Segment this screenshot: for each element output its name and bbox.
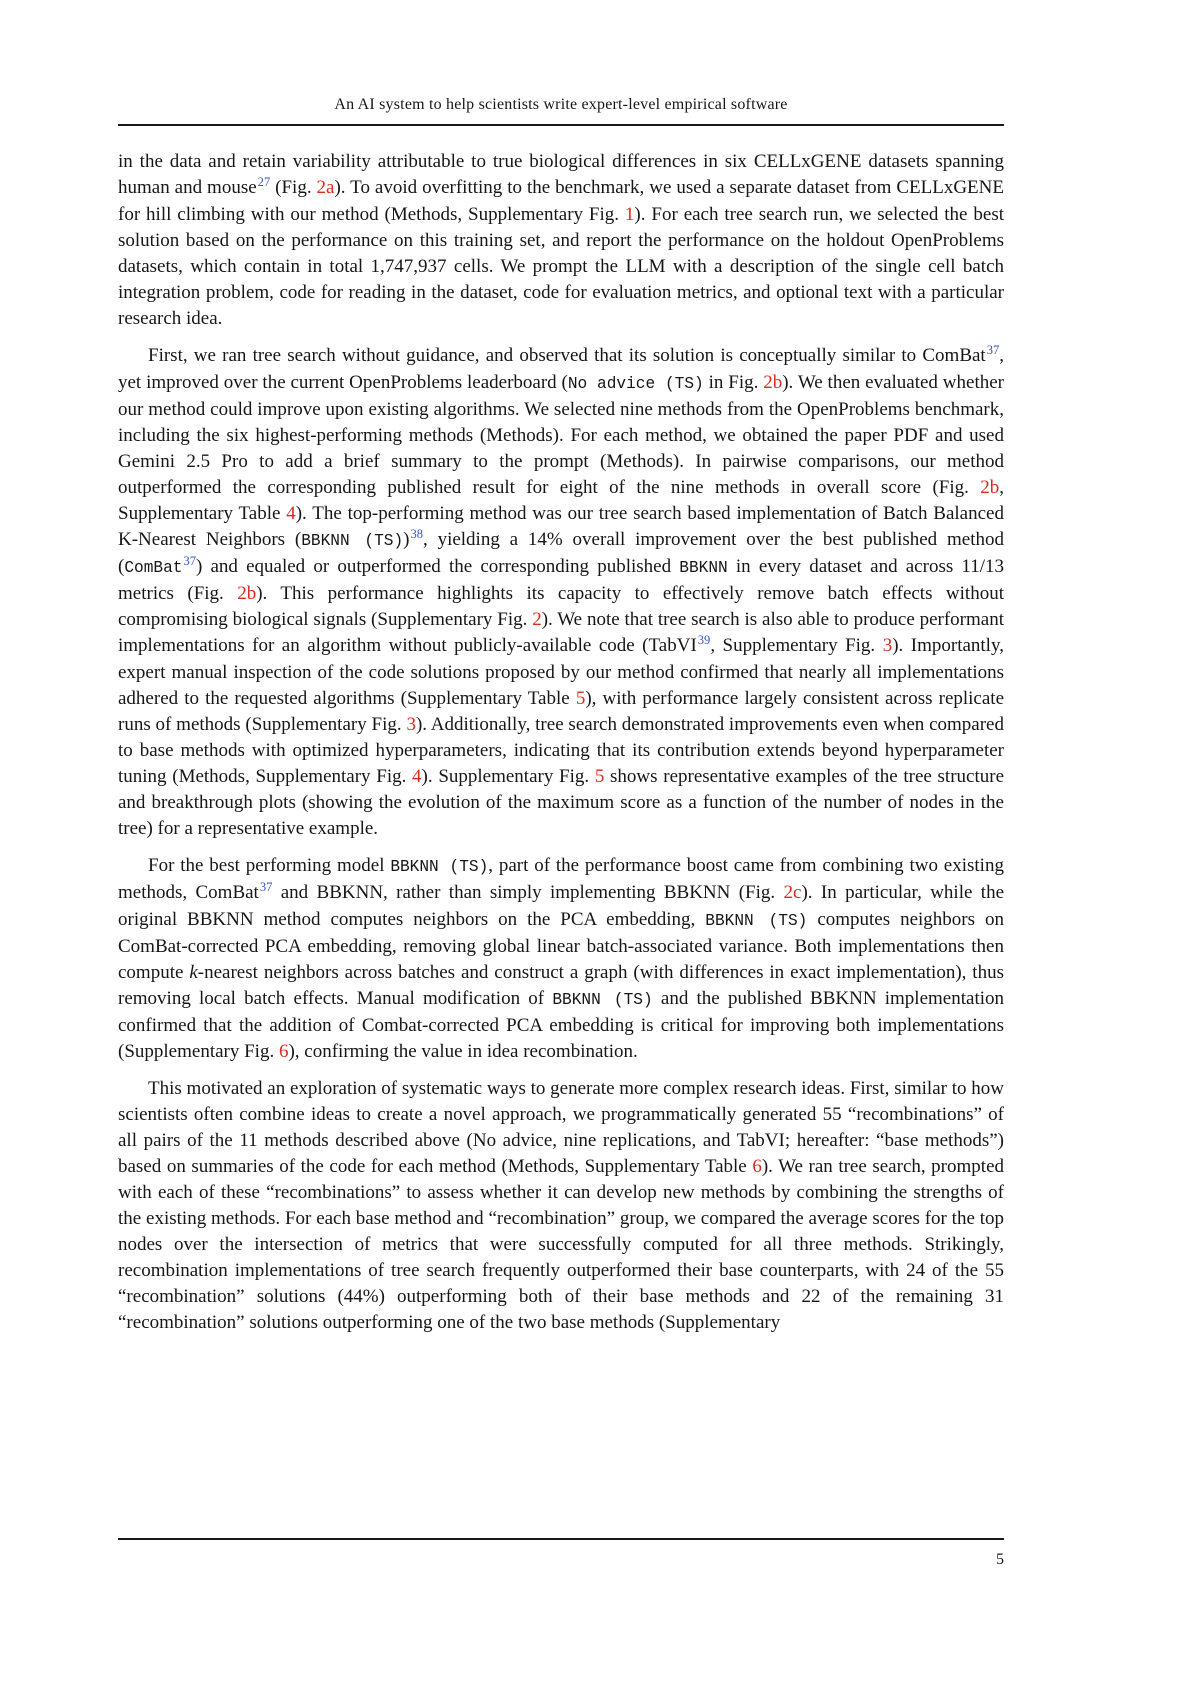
article-body [118, 149, 1004, 1336]
code-inline: BBKNN [679, 559, 728, 577]
code-inline: No advice (TS) [567, 375, 704, 393]
text-run: ). This performance highlights its capacity to effectively remove batch effects without compromising biological signals (Supplementary Fig. [118, 583, 1004, 630]
figure-ref[interactable]: 5 [594, 766, 605, 787]
figure-ref[interactable]: 1 [624, 204, 635, 225]
figure-ref[interactable]: 2a [316, 177, 335, 198]
text-run: shows representative examples of the tree structure and breakthrough plots (showing the evolution of the maximum score as a function of the number of nodes in the tree) for a representative example. [118, 766, 1005, 839]
text-run: ) [403, 529, 410, 550]
figure-ref[interactable]: 2b [763, 372, 783, 393]
header-rule [118, 124, 1004, 126]
figure-ref[interactable]: 2 [532, 609, 542, 630]
text-run: ). We then evaluated whether our method could improve upon existing algorithms. We selected nine methods from the OpenProblems benchmark, including the six highest-performing methods (Methods). For each method, we obtained the paper PDF and used Gemini 2.5 Pro to add a brief summary to the prompt (Methods). In pairwise comparisons, our method outperformed the corresponding published result for eight of the nine methods in overall score (Fig. [118, 372, 1004, 498]
text-run: ). Supplementary Fig. [421, 766, 595, 787]
figure-ref[interactable]: 4 [412, 766, 422, 787]
citation-ref[interactable]: 37 [183, 554, 196, 569]
text-run: , Supplementary Table [118, 477, 1004, 524]
text-run: , Supplementary Fig. [710, 635, 883, 656]
code-inline: BBKNN (TS) [301, 532, 404, 550]
text-run: , part of the performance boost came from combining two existing methods, ComBat [118, 855, 1004, 903]
figure-ref[interactable]: 2c [783, 882, 802, 903]
figure-ref[interactable]: 2b [980, 477, 1000, 498]
text-run: For the best performing model [148, 855, 391, 876]
text-run: ). For each tree search run, we selected the best solution based on the performance on this training set, and report the performance on the holdout OpenProblems datasets, which contain in total 1,747,937 cells. We prompt the LLM with a description of the single cell batch integration problem, code for reading in the dataset, code for evaluation metrics, and optional text with a particular research idea. [118, 204, 1004, 329]
running-header: An AI system to help scientists write expert-level empirical software [334, 96, 788, 113]
figure-ref[interactable]: 6 [752, 1156, 762, 1177]
text-run: -nearest neighbors across batches and construct a graph (with differences in exact implementation), thus removing local batch effects. Manual modification of [118, 962, 1004, 1009]
text-run: ). We ran tree search, prompted with each of these “recombinations” to assess whether it can develop new methods by combining the strengths of the existing methods. For each base method and “recombination” group, we compared the average scores for the top nodes over the intersection of metrics that were successfully computed for all three methods. Strikingly, recombination implementations of tree search frequently outperformed their base counterparts, with 24 of the 55 “recombination” solutions (44%) outperforming both of their base methods and 22 of the remaining 31 “recombination” solutions outperforming one of the two base methods (Supplementary [118, 1156, 1004, 1333]
italic-term: k [189, 962, 198, 983]
text-run: ). To avoid overfitting to the benchmark, we used a separate dataset from CELLxGENE for hill climbing with our method (Methods, Supplementary Fig. [118, 177, 1004, 225]
citation-ref[interactable]: 37 [986, 343, 1000, 358]
citation-ref[interactable]: 38 [410, 527, 423, 542]
text-run: and BBKNN, rather than simply implementing BBKNN (Fig. [272, 882, 784, 903]
page-number: 5 [996, 1551, 1004, 1568]
citation-ref[interactable]: 39 [697, 633, 711, 648]
paragraph-1 [118, 149, 1004, 332]
paragraph-4 [118, 1076, 1004, 1336]
code-inline: BBKNN (TS) [552, 991, 653, 1009]
text-run: First, we ran tree search without guidance, and observed that its solution is conceptually similar to ComBat [148, 345, 986, 366]
text-run: ). Additionally, tree search demonstrated improvements even when compared to base methods with optimized hyperparameters, indicating that its contribution extends beyond hyperparameter tuning (Methods, Supplementary Fig. [118, 714, 1004, 787]
footer-rule [118, 1538, 1004, 1540]
text-run: , yet improved over the current OpenProblems leaderboard ( [118, 345, 1004, 393]
text-run: ). The top-performing method was our tree search based implementation of Batch Balanced K-Nearest Neighbors ( [118, 503, 1004, 550]
text-run: in every dataset and across 11/13 metrics (Fig. [118, 556, 1004, 604]
text-run: ). Importantly, expert manual inspection of the code solutions proposed by our method confirmed that nearly all implementations adhered to the requested algorithms (Supplementary Table [118, 635, 1004, 709]
text-run: ), confirming the value in idea recombination. [288, 1041, 638, 1062]
figure-ref[interactable]: 3 [406, 714, 416, 735]
text-run: ) and equaled or outperformed the corresponding published [195, 556, 680, 577]
code-inline: BBKNN (TS) [390, 858, 489, 876]
figure-ref[interactable]: 5 [575, 688, 586, 709]
citation-ref[interactable]: 37 [259, 880, 273, 895]
text-run: (Fig. [270, 177, 317, 198]
figure-ref[interactable]: 2b [237, 583, 257, 604]
citation-ref[interactable]: 27 [257, 175, 271, 190]
text-run: , yielding a 14% overall improvement over the best published method ( [118, 529, 1004, 577]
figure-ref[interactable]: 4 [286, 503, 296, 524]
text-run: ), with performance largely consistent across replicate runs of methods (Supplementary Fig. [118, 688, 1005, 735]
text-run: in the data and retain variability attributable to true biological differences in six CELLxGENE datasets spanning human and mouse [118, 151, 1004, 198]
figure-ref[interactable]: 6 [278, 1041, 289, 1062]
code-inline: ComBat [124, 559, 183, 577]
paragraph-3 [118, 853, 1004, 1065]
figure-ref[interactable]: 3 [882, 635, 893, 656]
text-run: ). We note that tree search is also able to produce performant implementations for an algorithm without publicly-available code (TabVI [118, 609, 1005, 656]
code-inline: BBKNN (TS) [705, 912, 808, 930]
text-run: computes neighbors on ComBat-corrected PCA embedding, removing global linear batch-associated variance. Both implementations then compute [118, 909, 1004, 983]
text-run: and the published BBKNN implementation confirmed that the addition of Combat-corrected PCA embedding is critical for improving both implementations (Supplementary Fig. [118, 988, 1005, 1062]
text-run: in Fig. [703, 372, 764, 393]
text-run: This motivated an exploration of systematic ways to generate more complex research ideas. First, similar to how scientists often combine ideas to create a novel approach, we programmatically generated 55 “recombinations” of all pairs of the 11 methods described above (No advice, nine replications, and TabVI; hereafter: “base methods”) based on summaries of the code for each method (Methods, Supplementary Table [118, 1078, 1004, 1177]
text-run: ). In particular, while the original BBKNN method computes neighbors on the PCA embedding, [118, 882, 1004, 930]
paragraph-2 [118, 343, 1004, 842]
